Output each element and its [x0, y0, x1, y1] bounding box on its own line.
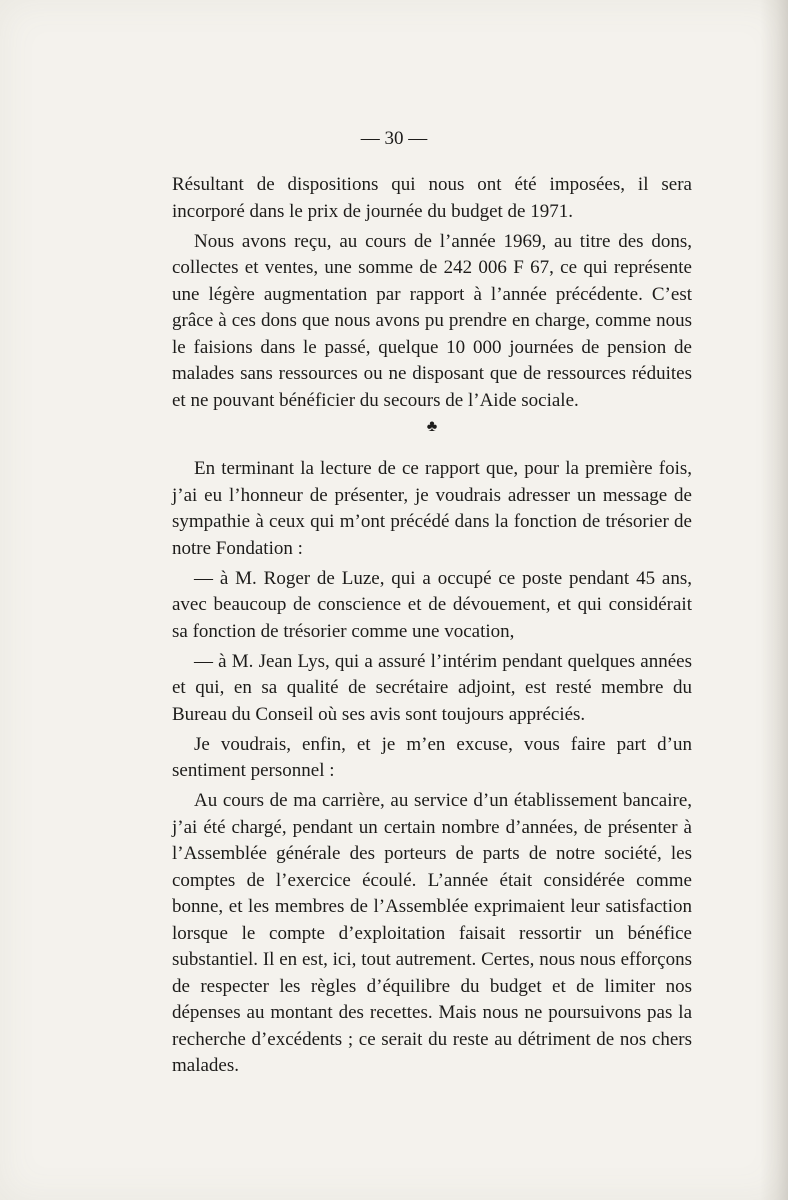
body-text [172, 172, 692, 1083]
ornament-icon: ♣ [426, 418, 438, 435]
paragraph-4: — à M. Roger de Luze, qui a occupé ce poste pendant 45 ans, avec beaucoup de conscience et de dévouement, et qui considérait sa fonction de trésorier comme une vocation, [172, 567, 692, 642]
paragraph-2: Nous avons reçu, au cours de l’année 1969, au titre des dons, collectes et ventes, une somme de 242 006 F 67, ce qui représente une légère augmentation par rapport à l’année précédente. C’est grâce à ces dons que nous avons pu prendre en charge, comme nous le faisions dans le passé, quelque 10 000 journées de pension de malades sans ressources ou ne disposant que de ressources réduites et ne pouvant bénéficier du secours de l’Aide sociale. [172, 230, 692, 411]
page-fold-shadow [760, 0, 788, 1200]
paragraph-6: Je voudrais, enfin, et je m’en excuse, vous faire part d’un sentiment personnel : [172, 733, 692, 781]
paragraph-7: Au cours de ma carrière, au service d’un établissement bancaire, j’ai été chargé, pendant un certain nombre d’années, de présenter à l’Assemblée générale des porteurs de parts de notre société, les comptes de l’exercice écoulé. L’année était considérée comme bonne, et les membres de l’Assemblée exprimaient leur satisfaction lorsque le compte d’exploitation faisait ressortir un bénéfice substantiel. Il en est, ici, tout autrement. Certes, nous nous efforçons de respecter les règles d’équilibre du budget et de limiter nos dépenses au montant des recettes. Mais nous ne poursuivons pas la recherche d’excédents ; ce serait du reste au détriment de nos chers malades. [172, 790, 692, 1076]
paragraph-1: Résultant de dispositions qui nous ont été imposées, il sera incorporé dans le prix de journée du budget de 1971. [172, 174, 692, 222]
paragraph-5: — à M. Jean Lys, qui a assuré l’intérim pendant quelques années et qui, en sa qualité de secrétaire adjoint, est resté membre du Bureau du Conseil où ses avis sont toujours appréciés. [172, 650, 692, 725]
paragraph-3: En terminant la lecture de ce rapport que, pour la première fois, j’ai eu l’honneur de présenter, je voudrais adresser un message de sympathie à ceux qui m’ont précédé dans la fonction de trésorier de notre Fondation : [172, 458, 692, 559]
page-number: — 30 — [360, 128, 428, 149]
